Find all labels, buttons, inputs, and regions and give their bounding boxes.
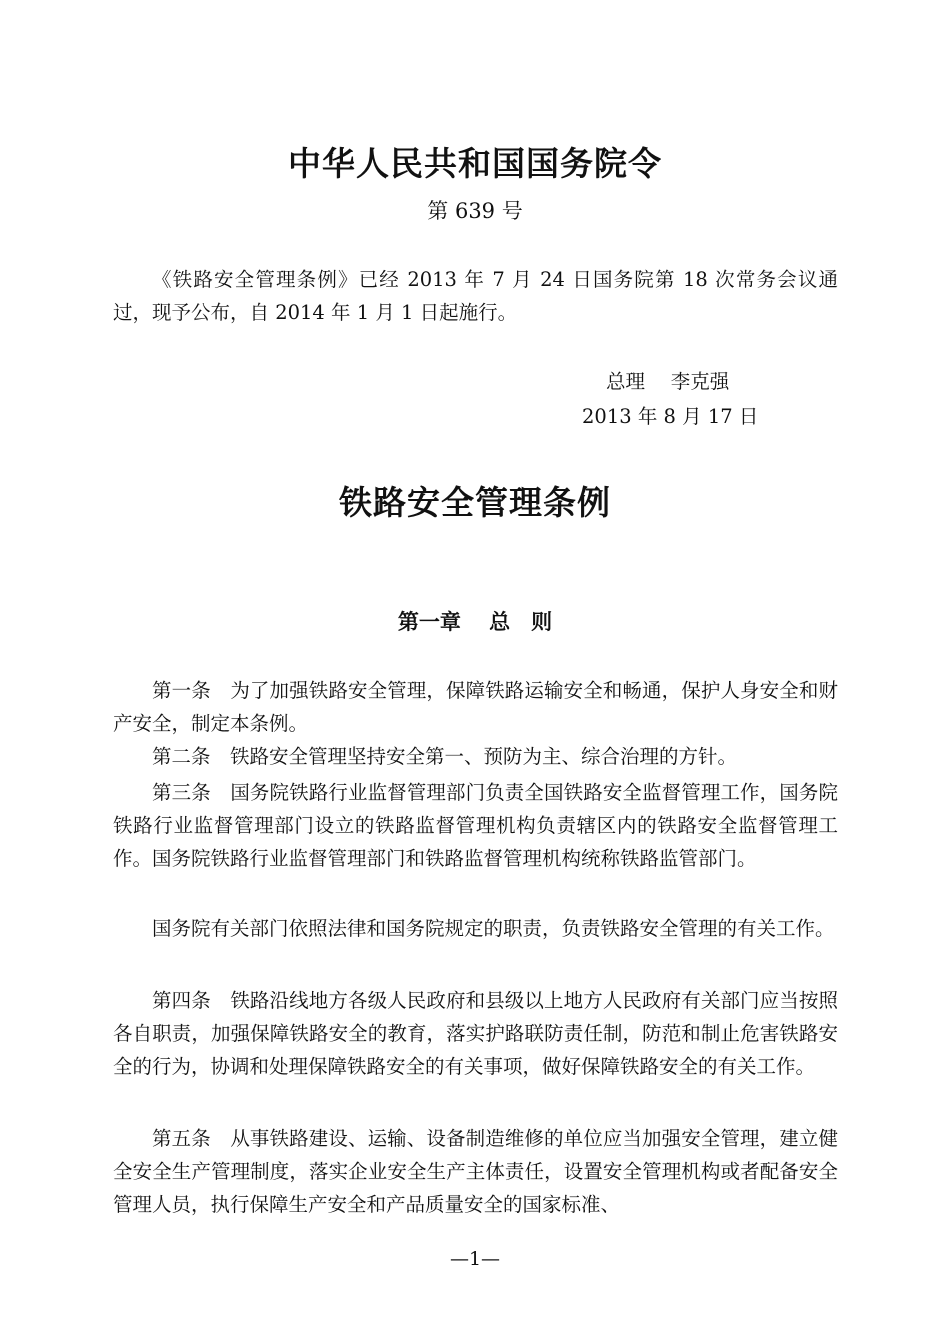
article-text: 铁路沿线地方各级人民政府和县级以上地方人民政府有关部门应当按照各自职责，加强保障铁路安全的教育，落实护路联防责任制，防范和制止危害铁路安全的行为，协调和处理保障铁路安全的有关事项，做好保障铁路安全的有关工作。 xyxy=(113,989,838,1078)
article-label: 第二条 xyxy=(152,745,211,768)
article-3-paragraph-2 xyxy=(113,912,838,945)
decree-body: 《铁路安全管理条例》已经 2013 年 7 月 24 日国务院第 18 次常务会议通过，现予公布，自 2014 年 1 月 1 日起施行。 xyxy=(113,268,838,324)
article-text: 国务院有关部门依照法律和国务院规定的职责，负责铁路安全管理的有关工作。 xyxy=(152,917,835,940)
decree-date: 2013 年 8 月 17 日 xyxy=(582,405,759,428)
article-5 xyxy=(113,1122,838,1221)
chapter-heading: 第一章 总 则 xyxy=(397,609,553,634)
article-1 xyxy=(113,674,838,740)
article-3 xyxy=(113,776,838,875)
article-label: 第四条 xyxy=(152,989,211,1012)
article-text: 铁路安全管理坚持安全第一、预防为主、综合治理的方针。 xyxy=(230,745,738,768)
decree-title: 中华人民共和国国务院令 xyxy=(288,144,662,183)
article-text: 从事铁路建设、运输、设备制造维修的单位应当加强安全管理，建立健全安全生产管理制度，落实企业安全生产主体责任，设置安全管理机构或者配备安全管理人员，执行保障生产安全和产品质量安全的国家标准、 xyxy=(113,1127,838,1216)
article-2 xyxy=(113,740,838,773)
decree-number: 第 639 号 xyxy=(427,199,523,223)
article-4 xyxy=(113,984,838,1083)
article-text: 国务院铁路行业监督管理部门负责全国铁路安全监督管理工作，国务院铁路行业监督管理部门设立的铁路监督管理机构负责辖区内的铁路安全监督管理工作。国务院铁路行业监督管理部门和铁路监督管理机构统称铁路监管部门。 xyxy=(113,781,838,870)
article-text: 为了加强铁路安全管理，保障铁路运输安全和畅通，保护人身安全和财产安全，制定本条例。 xyxy=(113,679,838,735)
article-label: 第三条 xyxy=(152,781,211,804)
article-label: 第五条 xyxy=(152,1127,211,1150)
page-number: —1— xyxy=(449,1248,501,1270)
signer: 总理 李克强 xyxy=(606,370,730,393)
article-label: 第一条 xyxy=(152,679,211,702)
regulation-title: 铁路安全管理条例 xyxy=(339,483,611,522)
